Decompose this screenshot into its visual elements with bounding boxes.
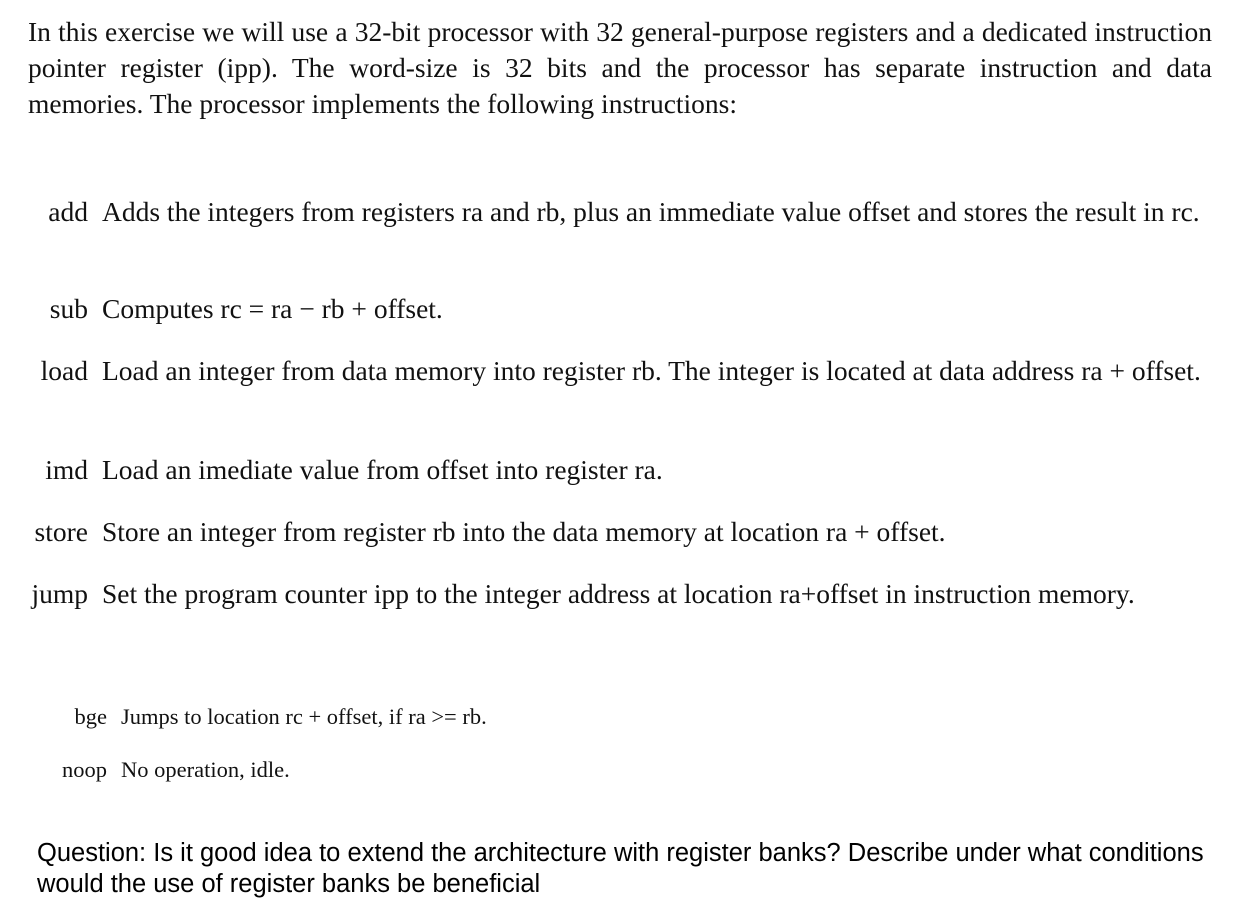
instruction-term: load [40,355,88,386]
instruction-description: Computes rc = ra − rb + offset. [102,293,443,324]
instruction-description: Load an imediate value from offset into register ra. [102,454,663,485]
instruction-description: Set the program counter ipp to the integer address at location ra+offset in instruction memory. [102,578,1135,609]
intro-paragraph: In this exercise we will use a 32-bit processor with 32 general-purpose registers and a dedicated instruction pointer register (ipp). The word-size is 32 bits and the processor has separate instruction and data memories. The processor implements the following instructions: [28,16,1212,119]
instruction-term: store [34,516,88,547]
question-text: Question: Is it good idea to extend the architecture with register banks? Describe under what conditions would the use of register banks be beneficial [37,839,1204,898]
instruction-description: Load an integer from data memory into register rb. The integer is located at data address ra + offset. [102,355,1201,386]
instruction-description: Store an integer from register rb into the data memory at location ra + offset. [102,516,946,547]
instruction-description: Adds the integers from registers ra and rb, plus an immediate value offset and stores the result in rc. [102,196,1200,227]
instruction-description: No operation, idle. [121,757,290,782]
instruction-term: noop [62,757,107,782]
instruction-term: jump [31,578,88,609]
instruction-term: add [48,196,88,227]
instruction-term: bge [74,704,107,729]
instruction-description: Jumps to location rc + offset, if ra >= rb. [121,704,487,729]
instruction-term: sub [49,293,88,324]
instruction-term: imd [45,454,88,485]
